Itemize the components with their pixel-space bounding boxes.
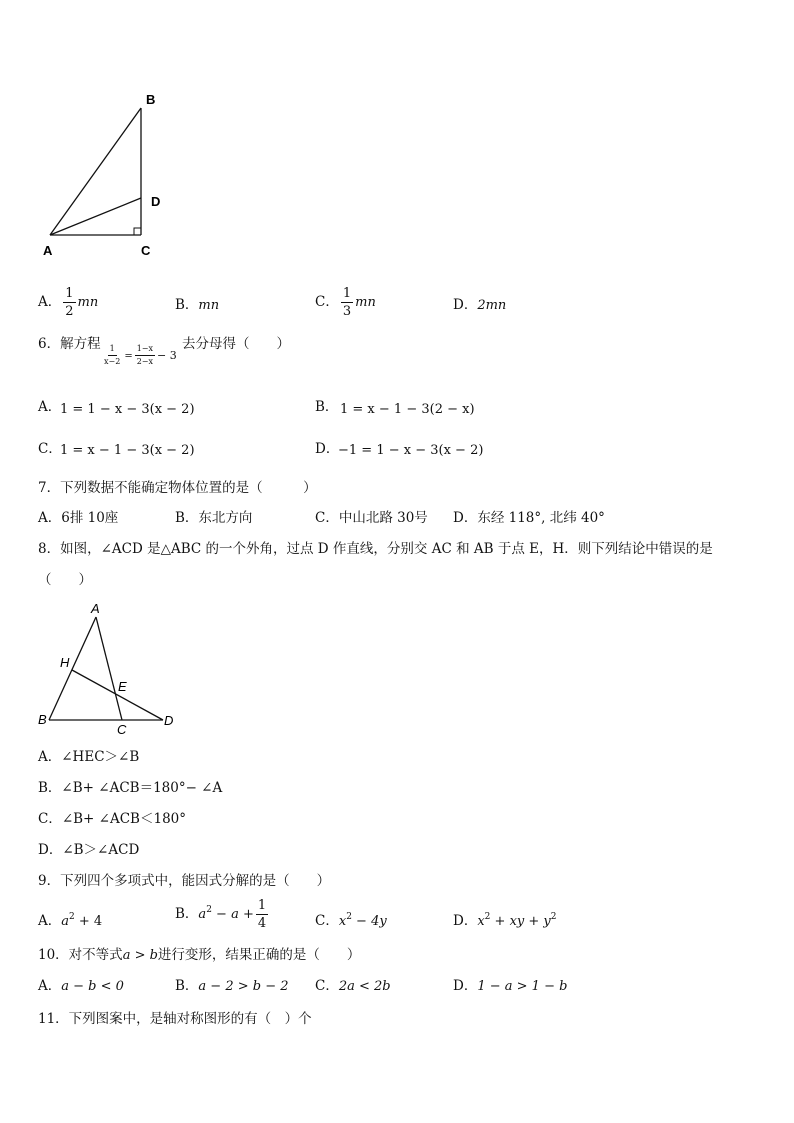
q8-option-b: B．∠B+ ∠ACB＝180°− ∠A [38, 780, 223, 796]
denominator: 2 [65, 304, 74, 319]
q9-option-c-rest: − 4y [351, 914, 387, 929]
q9-option-b-rest: − a + [211, 907, 254, 922]
q5-option-d-letter: D． [453, 297, 478, 313]
q7-option-d: D．东经 118°, 北纬 40° [453, 510, 605, 526]
fraction [256, 899, 268, 930]
q6-stem-tail: 去分母得（ ） [182, 336, 290, 352]
q6-stem-text: 6．解方程 [38, 336, 101, 352]
denominator: 3 [342, 304, 352, 319]
q9-option-b-letter: B． [175, 906, 199, 922]
numerator: 1 [65, 286, 74, 301]
triangle-abc-figure [38, 88, 168, 263]
q8-option-c: C．∠B+ ∠ACB＜180° [38, 811, 186, 827]
q6-option-d-letter: D． [315, 441, 340, 457]
q9-option-b [175, 899, 270, 930]
triangle-abc-exterior-angle-figure [34, 600, 184, 740]
q10-option-a-expr: a − b < 0 [61, 979, 124, 994]
q5-option-b [175, 296, 219, 315]
numerator: 1 [257, 898, 267, 913]
q5-option-b-letter: B． [175, 297, 199, 313]
label-h: H [60, 655, 70, 670]
label-e: E [118, 679, 127, 694]
q5-option-a [38, 287, 98, 318]
q9-option-c [315, 908, 387, 931]
q6-option-a-expr: 1 = 1 − x − 3(x − 2) [60, 402, 195, 417]
q9-option-a [38, 908, 102, 931]
numerator: 1 [108, 345, 117, 356]
q10-option-b [175, 977, 289, 996]
q6-option-b-expr: 1 = x − 1 − 3(2 − x) [340, 402, 475, 417]
q6-option-c-letter: C． [38, 441, 62, 457]
fraction [341, 287, 353, 318]
q10-option-c-letter: C． [315, 978, 339, 994]
q9-option-d-base: x [477, 914, 485, 929]
denominator: 4 [257, 916, 267, 931]
q9-option-d-rest: + xy + y [490, 914, 551, 929]
q10-stem-prefix: 10．对不等式 [38, 947, 123, 963]
label-a: A [91, 601, 100, 616]
q8-paren: （ ） [38, 572, 92, 588]
q6-option-d-expr: −1 = 1 − x − 3(x − 2) [338, 443, 484, 458]
q10-stem [38, 946, 360, 965]
q7-option-c: C．中山北路 30号 [315, 510, 428, 526]
q5-option-d-expr: 2mn [477, 298, 507, 313]
q9-option-d-letter: D． [453, 913, 478, 929]
q10-option-a [38, 977, 124, 996]
q7-option-a: A．6排 10座 [38, 510, 119, 526]
q5-option-c [315, 287, 376, 318]
q10-option-b-expr: a − 2 > b − 2 [198, 979, 289, 994]
label-d: D [164, 713, 174, 728]
numerator: 1 [342, 286, 352, 301]
q10-option-a-letter: A． [38, 978, 62, 994]
q11-stem: 11．下列图案中，是轴对称图形的有（ ）个 [38, 1011, 312, 1027]
q8-stem: 8．如图，∠ACD 是△ABC 的一个外角，过点 D 作直线，分别交 AC 和 AB 于点 E，H．则下列结论中错误的是 [38, 541, 713, 557]
q6-option-b-letter: B． [315, 399, 339, 415]
exponent: 2 [346, 912, 352, 922]
q10-stem-suffix: 进行变形，结果正确的是（ ） [157, 947, 361, 963]
q7-stem: 7．下列数据不能确定物体位置的是（ ） [38, 480, 317, 496]
q9-option-c-base: x [338, 914, 347, 929]
denominator: 2−x [136, 357, 154, 366]
q7-option-b: B．东北方向 [175, 510, 253, 526]
fraction [135, 345, 155, 366]
exponent: 2 [206, 905, 212, 915]
q8-option-a: A．∠HEC＞∠B [38, 749, 140, 765]
q9-option-b-base: a [198, 907, 207, 922]
q5-option-c-expr: mn [355, 295, 376, 310]
q9-option-d [453, 908, 556, 931]
fraction [63, 287, 75, 318]
q6-option-c-expr: 1 = x − 1 − 3(x − 2) [60, 443, 195, 458]
label-a: A [43, 243, 53, 258]
q10-option-d-expr: 1 − a > 1 − b [477, 979, 568, 994]
equation-tail: − 3 [157, 349, 177, 362]
exponent: 2 [550, 912, 557, 922]
denominator: x−2 [104, 357, 121, 366]
label-d: D [151, 194, 161, 209]
q5-option-d [453, 296, 506, 315]
q5-option-a-expr: mn [77, 295, 99, 310]
q8-option-d: D．∠B＞∠ACD [38, 842, 140, 858]
q10-option-c-expr: 2a < 2b [338, 979, 391, 994]
q9-stem: 9．下列四个多项式中，能因式分解的是（ ） [38, 873, 331, 889]
q6-equation [100, 345, 177, 366]
exponent: 2 [69, 912, 75, 922]
fraction [102, 345, 122, 366]
q10-option-b-letter: B． [175, 978, 199, 994]
q10-stem-math: a > b [122, 948, 158, 963]
q9-option-c-letter: C． [315, 913, 339, 929]
q9-option-a-letter: A． [38, 913, 62, 929]
q5-option-a-letter: A． [38, 294, 62, 310]
label-b: B [146, 92, 156, 107]
q9-option-a-rest: + 4 [74, 914, 103, 929]
q10-option-d [453, 977, 567, 996]
label-b: B [38, 712, 47, 727]
q5-option-b-expr: mn [198, 298, 220, 313]
label-c: C [117, 722, 127, 737]
label-c: C [141, 243, 151, 258]
q10-option-d-letter: D． [453, 978, 478, 994]
q9-option-a-base: a [61, 914, 70, 929]
numerator: 1−x [135, 345, 155, 356]
q10-option-c [315, 977, 391, 996]
equals-sign: = [124, 351, 133, 362]
exponent: 2 [484, 912, 491, 922]
q6-option-a-letter: A． [38, 399, 62, 415]
q5-option-c-letter: C． [315, 294, 339, 310]
